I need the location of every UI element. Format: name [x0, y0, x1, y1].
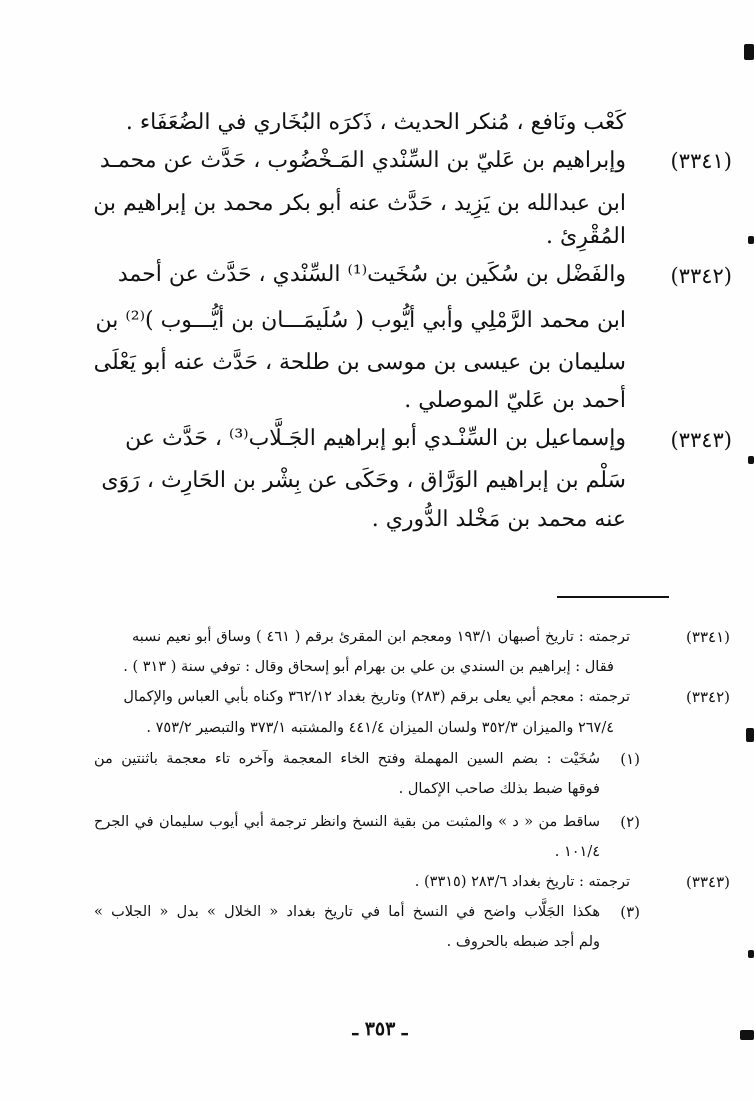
- scan-edge-mark: [748, 456, 754, 464]
- footnote-line: فقال : إبراهيم بن السندي بن علي بن بهرام أبو إسحاق وقال : توفي سنة ( ٣١٣ ) .: [123, 659, 614, 675]
- main-text-line: أحمد بن عَليّ الموصلي .: [404, 388, 626, 413]
- entry-number: (٣٣٤١): [670, 149, 732, 173]
- footnote-separator: [557, 596, 669, 598]
- scan-edge-mark: [746, 728, 754, 742]
- main-text-line: وإسماعيل بن السِّنْـدي أبو إبراهيم الجَـلَّاب⁽³⁾ ، حَدَّث عن: [125, 426, 626, 451]
- footnote-number: (١): [620, 750, 640, 768]
- scan-edge-mark: [740, 1030, 754, 1040]
- footnote-line: ولم أجد ضبطه بالحروف .: [446, 934, 600, 950]
- footnote-line: ٢٦٧/٤ والميزان ٣٥٢/٣ ولسان الميزان ٤٤١/٤ والمشتبه ٣٧٣/١ والتبصير ٧٥٣/٢ .: [146, 720, 614, 736]
- scan-edge-mark: [748, 950, 754, 958]
- footnote-line: ساقط من « د » والمثبت من بقية النسخ وانظر ترجمة أبي أيوب سليمان في الجرح: [94, 814, 600, 830]
- footnote-line: هكذا الجَلَّاب واضح في النسخ أما في تاريخ بغداد « الخلال » بدل « الجلاب »: [94, 904, 600, 920]
- footnote-line: ترجمته : تاريخ بغداد ٢٨٣/٦ (٣٣١٥) .: [414, 874, 630, 890]
- footnote-line: سُخَيْت : بضم السين المهملة وفتح الخاء المعجمة وآخره تاء معجمة باثنتين من: [94, 751, 600, 767]
- main-text-line: ابن محمد الرَّمْلِي وأبي أيُّوب ( سُلَيمَـــان بن أيُّـــوب )⁽²⁾ بن: [95, 308, 626, 333]
- footnote-number: (٣٣٤٢): [686, 688, 730, 706]
- entry-number: (٣٣٤٢): [670, 264, 732, 288]
- footnote-line: فوقها ضبط بذلك صاحب الإكمال .: [398, 781, 600, 797]
- scan-edge-mark: [748, 236, 754, 244]
- main-text-line: المُقْرِئ .: [545, 224, 626, 249]
- footnote-number: (٢): [620, 813, 640, 831]
- main-text-line: سليمان بن عيسى بن موسى بن طلحة ، حَدَّث عنه أبو يَعْلَى: [93, 350, 626, 375]
- footnote-number: (٣٣٤١): [686, 628, 730, 646]
- main-text-line: ابن عبدالله بن يَزِيد ، حَدَّث عنه أبو بكر محمد بن إبراهيم بن: [93, 191, 626, 216]
- entry-number: (٣٣٤٣): [670, 428, 732, 452]
- page-number: ـ ٣٥٣ ـ: [352, 1018, 408, 1040]
- footnote-number: (٣٣٤٣): [686, 873, 730, 891]
- scan-edge-mark: [744, 44, 754, 60]
- footnote-number: (٣): [620, 903, 640, 921]
- main-text-line: عنه محمد بن مَخْلد الدُّوري .: [371, 507, 626, 532]
- footnote-line: ١٠١/٤ .: [554, 844, 600, 860]
- main-text-line: كَعْب ونَافع ، مُنكر الحديث ، ذَكرَه البُخَاري في الضُعَفَاء .: [125, 110, 626, 135]
- footnote-line: ترجمته : معجم أبي يعلى برقم (٢٨٣) وتاريخ بغداد ٣٦٢/١٢ وكناه بأبي العباس والإكمال: [123, 689, 630, 705]
- main-text-line: سَلْم بن إبراهيم الوَرَّاق ، وحَكَى عن بِشْر بن الحَارِث ، رَوَى: [101, 468, 626, 493]
- main-text-line: والفَضْل بن سُكَين بن سُخَيت⁽¹⁾ السِّنْدي ، حَدَّث عن أحمد: [117, 262, 626, 287]
- footnote-line: ترجمته : تاريخ أصبهان ١٩٣/١ ومعجم ابن المقرئ برقم ( ٤٦١ ) وساق أبو نعيم نسبه: [132, 629, 631, 645]
- main-text-line: وإبراهيم بن عَليّ بن السِّنْدي المَـخْضُوب ، حَدَّث عن محمـد: [99, 148, 626, 173]
